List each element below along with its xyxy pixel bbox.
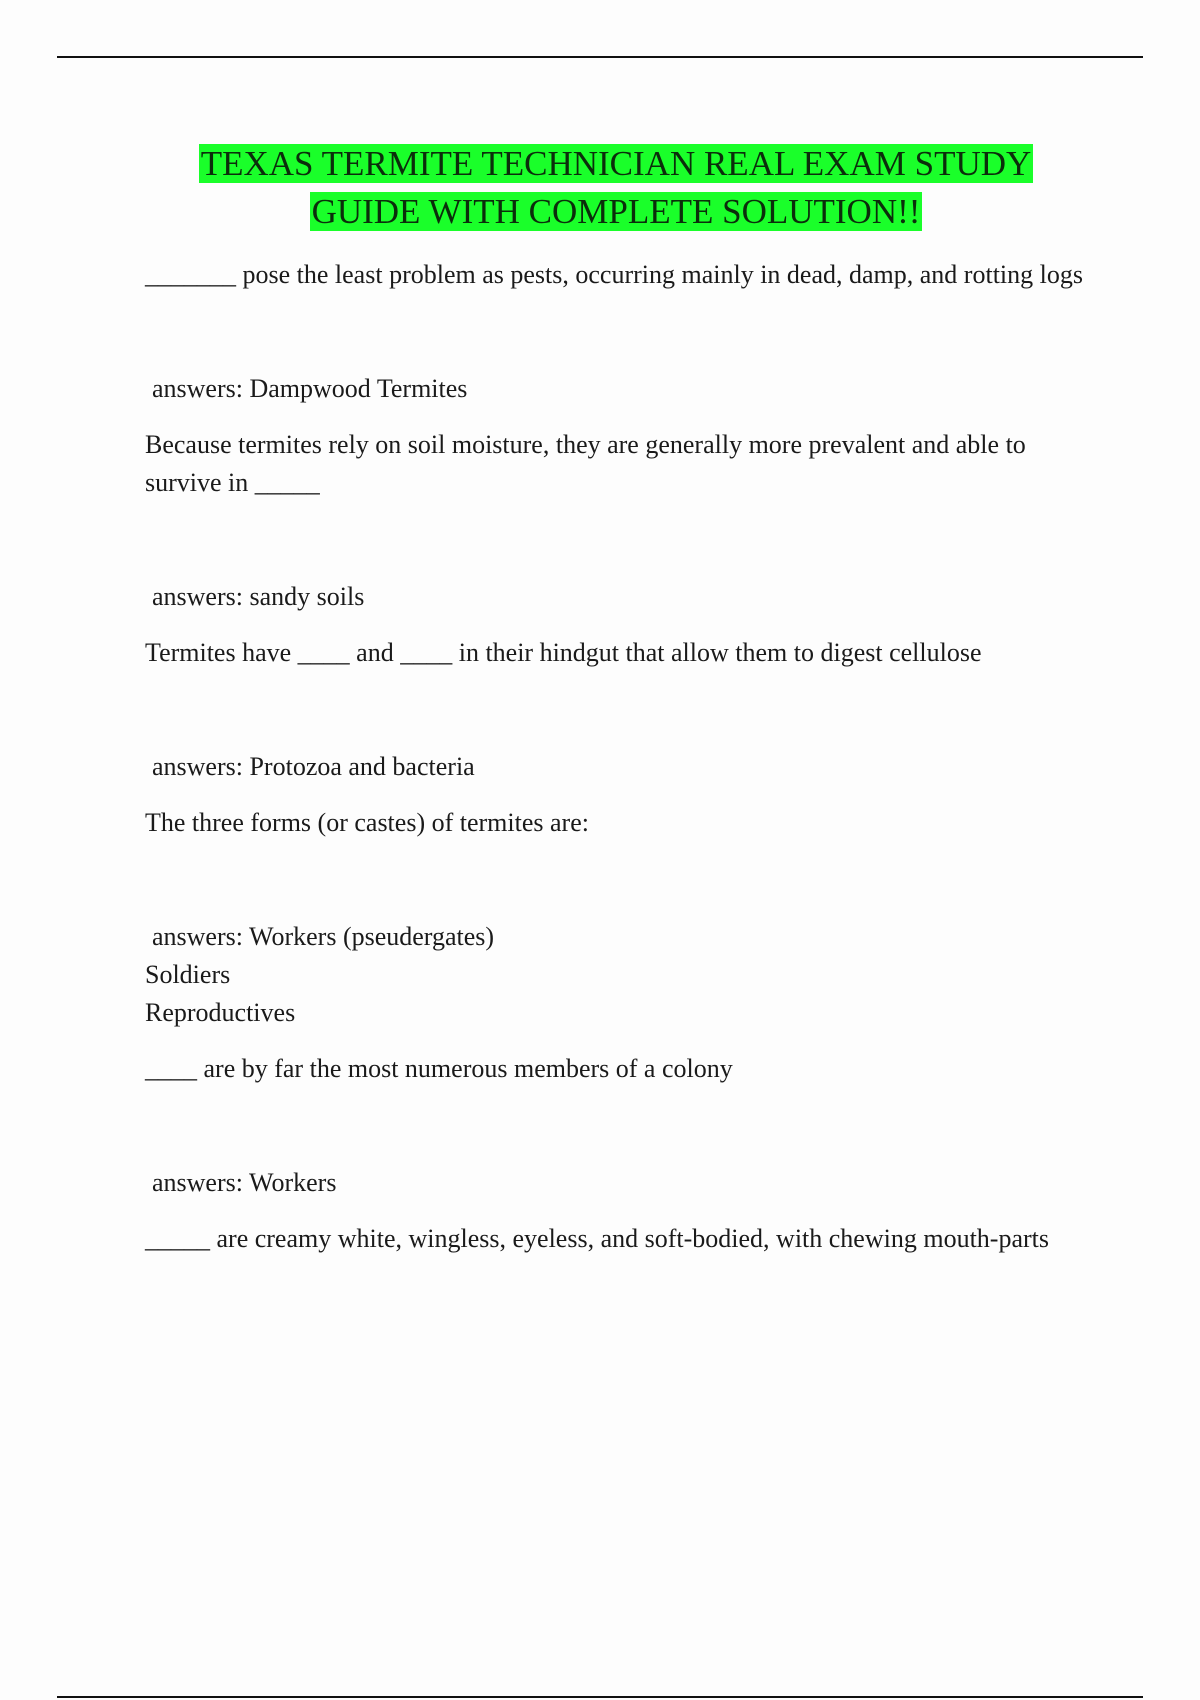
document-title-line-1: TEXAS TERMITE TECHNICIAN REAL EXAM STUDY <box>200 144 1032 183</box>
answer-2: answers: sandy soils <box>152 582 365 611</box>
answer-1: answers: Dampwood Termites <box>152 374 468 403</box>
question-3: Termites have ____ and ____ in their hindgut that allow them to digest cellulose <box>145 638 982 667</box>
question-6: _____ are creamy white, wingless, eyeless, and soft-bodied, with chewing mouth-parts <box>145 1224 1049 1253</box>
question-1: _______ pose the least problem as pests, occurring mainly in dead, damp, and rotting logs <box>145 260 1083 289</box>
answer-3: answers: Protozoa and bacteria <box>152 752 475 781</box>
question-2: Because termites rely on soil moisture, they are generally more prevalent and able to survive in _____ <box>145 430 1026 497</box>
document-title <box>145 140 1087 236</box>
question-4: The three forms (or castes) of termites are: <box>145 808 589 837</box>
answer-4-extra-2: Reproductives <box>145 998 296 1027</box>
header-rule <box>57 56 1143 58</box>
footer-rule <box>57 1696 1143 1698</box>
document-title-line-2: GUIDE WITH COMPLETE SOLUTION!! <box>311 192 921 231</box>
answer-4: answers: Workers (pseudergates) <box>152 922 495 951</box>
answer-5: answers: Workers <box>152 1168 337 1197</box>
qa-list <box>145 256 1095 1258</box>
answer-4-extra-1: Soldiers <box>145 960 231 989</box>
question-5: ____ are by far the most numerous members of a colony <box>145 1054 733 1083</box>
